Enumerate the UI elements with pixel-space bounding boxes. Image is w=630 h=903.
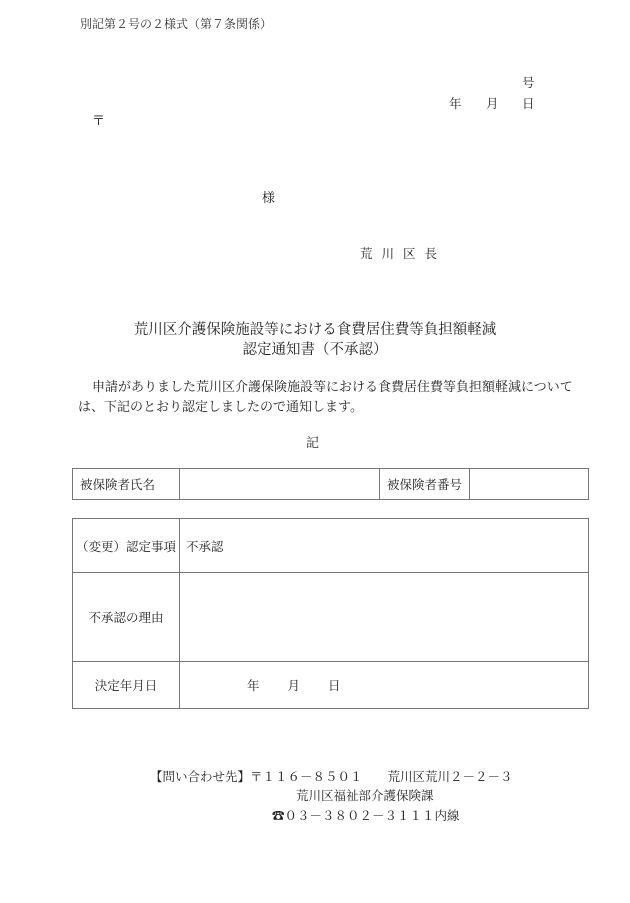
insured-number-field[interactable] <box>470 469 589 500</box>
decision-date-day: 日 <box>328 678 341 693</box>
insured-name-field[interactable] <box>180 469 380 500</box>
decision-date-year: 年 <box>247 678 260 693</box>
decision-date-field[interactable] <box>180 662 589 709</box>
decision-date-label: 決定年月日 <box>73 662 180 709</box>
body-text-line1: 申請がありました荒川区介護保険施設等における食費居住費等負担額軽減について <box>92 380 573 395</box>
contact-address: 【問い合わせ先】〒１１６－８５０１ 荒川区荒川２－２－３ <box>150 769 513 784</box>
rejection-reason-field[interactable] <box>180 573 589 662</box>
contact-department: 荒川区福祉部介護保険課 <box>296 788 434 803</box>
issue-date-day: 日 <box>522 96 535 111</box>
decision-table <box>72 518 589 709</box>
issue-date-year: 年 <box>449 96 462 111</box>
postal-mark: 〒 <box>92 114 106 129</box>
issuer-name: 荒川区長 <box>360 246 447 261</box>
document-number: 号 <box>522 75 535 90</box>
insured-number-label: 被保険者番号 <box>380 469 470 500</box>
document-title-line1: 荒川区介護保険施設等における食費居住費等負担額軽減 <box>133 322 497 338</box>
approval-item-value: 不承認 <box>180 519 589 573</box>
contact-phone: ☎０３－３８０２－３１１１内線 <box>272 808 460 823</box>
form-reference: 別記第２号の２様式（第７条関係） <box>80 17 273 31</box>
rejection-reason-label: 不承認の理由 <box>73 573 180 662</box>
decision-date-month: 月 <box>287 678 301 693</box>
issue-date-month: 月 <box>486 96 499 111</box>
document-title-line2: 認定通知書（不承認） <box>242 342 388 358</box>
recipient-honorific: 様 <box>262 191 276 206</box>
insured-name-label: 被保険者氏名 <box>73 469 180 500</box>
notation-ki: 記 <box>306 436 320 451</box>
approval-item-label: （変更）認定事項 <box>73 519 180 573</box>
body-text-line2: は、下記のとおり認定しましたので通知します。 <box>78 400 363 415</box>
insured-info-table <box>72 468 589 500</box>
